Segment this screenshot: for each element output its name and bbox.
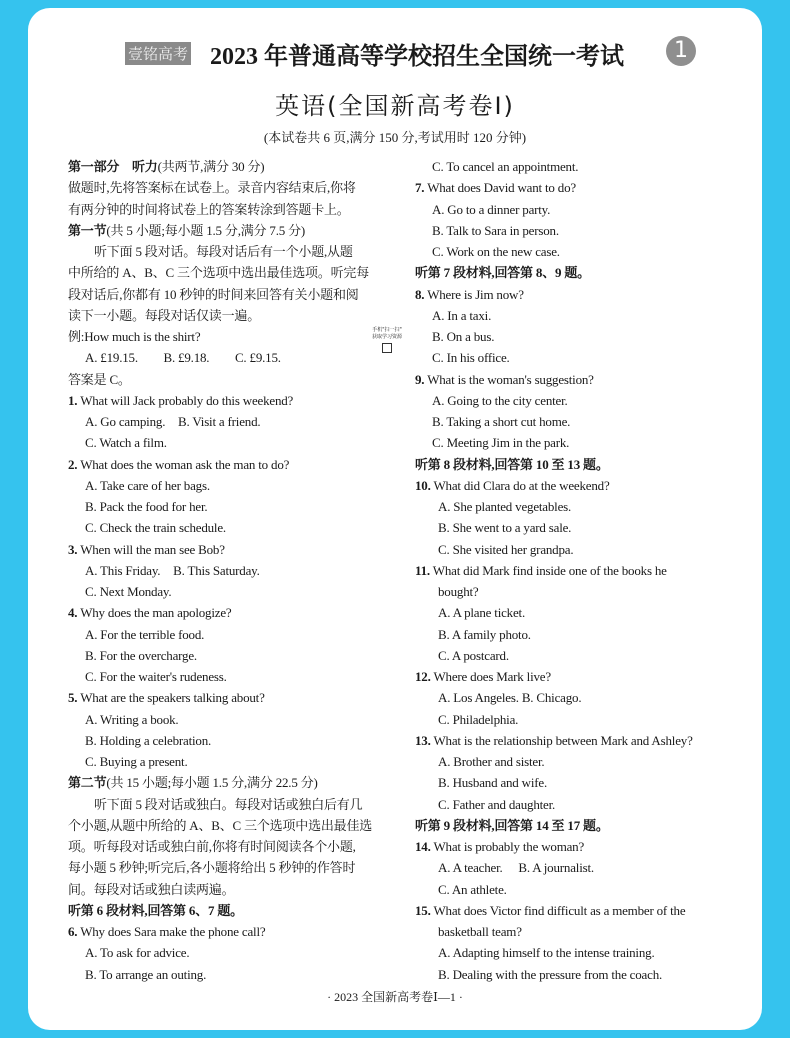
section-heading bbox=[68, 156, 406, 177]
paragraph-line: 每小题 5 秒钟;听完后,各小题将给出 5 秒钟的作答时 bbox=[68, 860, 356, 876]
answer-option: C. To cancel an appointment. bbox=[432, 159, 579, 174]
question bbox=[415, 730, 753, 751]
question bbox=[415, 836, 753, 857]
heading-detail: (共两节,满分 30 分) bbox=[157, 159, 265, 174]
heading-label: 第一部分 听力 bbox=[68, 159, 158, 174]
qr-hint[interactable] bbox=[372, 327, 402, 356]
answer-option: A. This Friday. B. This Saturday. bbox=[85, 562, 260, 578]
answer-option: B. On a bus. bbox=[432, 329, 495, 344]
heading-detail: (共 5 小题;每小题 1.5 分,满分 7.5 分) bbox=[106, 222, 306, 238]
question-number: 5. bbox=[68, 690, 78, 706]
paragraph-line: 中所给的 A、B、C 三个选项中选出最佳选项。听完每 bbox=[68, 265, 370, 281]
question-text: What are the speakers talking about? bbox=[80, 690, 265, 706]
answer-option: C. A postcard. bbox=[438, 647, 509, 663]
question-number: 2. bbox=[68, 456, 78, 472]
question bbox=[415, 900, 753, 921]
question-text: What did Mark find inside one of the books he bbox=[432, 562, 667, 578]
heading-label: 第二节 bbox=[68, 775, 107, 791]
question-continuation: basketball team? bbox=[438, 924, 522, 939]
question-number: 1. bbox=[68, 392, 78, 408]
answer-option: C. Work on the new case. bbox=[432, 244, 560, 259]
answer-option: A. Go to a dinner party. bbox=[432, 201, 551, 217]
answer-option: A. A teacher. B. A journalist. bbox=[438, 860, 594, 876]
question bbox=[68, 602, 406, 623]
question-text: What did Clara do at the weekend? bbox=[433, 477, 610, 493]
answer-option: B. To arrange an outing. bbox=[85, 966, 207, 982]
right-column bbox=[415, 156, 753, 985]
question bbox=[68, 687, 406, 708]
question-continuation: bought? bbox=[438, 584, 479, 599]
answer-option: A. A plane ticket. bbox=[438, 605, 526, 621]
question-number: 11. bbox=[415, 562, 430, 578]
question-number: 6. bbox=[68, 924, 78, 939]
question bbox=[68, 454, 406, 475]
answer-option: C. Check the train schedule. bbox=[85, 520, 226, 536]
question-number: 4. bbox=[68, 605, 78, 621]
answer-option: A. Brother and sister. bbox=[438, 754, 545, 769]
answer-option: C. Next Monday. bbox=[85, 584, 172, 599]
answer-option: B. Husband and wife. bbox=[438, 775, 548, 791]
paragraph-line: 读下一小题。每段对话仅读一遍。 bbox=[68, 307, 261, 323]
question-text: What is the woman's suggestion? bbox=[427, 371, 594, 387]
paragraph-line: 做题时,先将答案标在试卷上。录音内容结束后,你将 bbox=[68, 180, 356, 196]
answer-option: C. Buying a present. bbox=[85, 754, 188, 769]
question-text: Why does the man apologize? bbox=[80, 605, 232, 621]
question-text: Where does Mark live? bbox=[433, 669, 551, 684]
answer-option: C. Watch a film. bbox=[85, 435, 167, 451]
answer-option: B. She went to a yard sale. bbox=[438, 520, 572, 536]
paragraph-line: 听下面 5 段对话。每段对话后有一个小题,从题 bbox=[94, 244, 353, 259]
brand-logo: 壹铭高考 bbox=[125, 42, 191, 65]
left-column bbox=[68, 156, 406, 985]
question-number: 7. bbox=[415, 180, 425, 196]
answer-option: C. Meeting Jim in the park. bbox=[432, 435, 570, 451]
answer-option: C. For the waiter's rudeness. bbox=[85, 669, 227, 684]
section-heading bbox=[68, 772, 406, 793]
paragraph-line: 例:How much is the shirt? bbox=[68, 329, 201, 344]
volume-badge: 1 bbox=[666, 36, 696, 66]
answer-option: C. Father and daughter. bbox=[438, 796, 556, 812]
paragraph-line: 段对话后,你都有 10 秒钟的时间来回答有关小题和阅 bbox=[68, 286, 359, 302]
question bbox=[415, 284, 753, 305]
qr-hint-line1: 手机"扫一扫" bbox=[372, 327, 402, 333]
question bbox=[415, 475, 753, 496]
question bbox=[415, 369, 753, 390]
paragraph-line: 听下面 5 段对话或独白。每段对话或独白后有几 bbox=[94, 796, 363, 812]
answer-option: A. Writing a book. bbox=[85, 711, 179, 727]
answer-option: C. Philadelphia. bbox=[438, 711, 519, 727]
answer-option: C. An athlete. bbox=[438, 881, 507, 897]
qr-hint-line2: 获取学习资源 bbox=[372, 334, 403, 340]
answer-option: B. Pack the food for her. bbox=[85, 499, 208, 514]
heading-label: 听第 9 段材料,回答第 14 至 17 题。 bbox=[415, 817, 609, 833]
question-number: 9. bbox=[415, 371, 425, 387]
exam-title: 2023 年普通高等学校招生全国统一考试 bbox=[210, 44, 624, 70]
answer-option: A. Take care of her bags. bbox=[85, 477, 210, 493]
question-text: Why does Sara make the phone call? bbox=[80, 924, 266, 939]
question-number: 15. bbox=[415, 902, 431, 918]
question-number: 10. bbox=[415, 477, 431, 493]
subject-title: 英语(全国新高考卷Ⅰ) bbox=[275, 92, 515, 120]
question-text: What does David want to do? bbox=[427, 180, 576, 196]
heading-label: 第一节 bbox=[68, 222, 107, 238]
section-heading bbox=[68, 220, 406, 241]
paragraph-line: 间。每段对话或独白读两遍。 bbox=[68, 881, 235, 897]
answer-option: B. For the overcharge. bbox=[85, 647, 197, 663]
question-number: 3. bbox=[68, 541, 78, 557]
answer-option: A. Los Angeles. B. Chicago. bbox=[438, 690, 582, 706]
heading-label: 听第 6 段材料,回答第 6、7 题。 bbox=[68, 902, 243, 918]
answer-option: A. £19.15. B. £9.18. C. £9.15. bbox=[85, 350, 281, 366]
question-text: What will Jack probably do this weekend? bbox=[80, 392, 294, 408]
answer-option: B. A family photo. bbox=[438, 626, 531, 642]
question-number: 14. bbox=[415, 839, 431, 854]
paragraph-line: 个小题,从题中所给的 A、B、C 三个选项中选出最佳选 bbox=[68, 817, 373, 833]
section-heading bbox=[415, 815, 753, 836]
answer-option: B. Taking a short cut home. bbox=[432, 414, 571, 429]
answer-option: A. To ask for advice. bbox=[85, 945, 190, 961]
question-text: What does Victor find difficult as a member of the bbox=[433, 902, 686, 918]
qr-code-icon bbox=[382, 343, 392, 353]
exam-note: (本试卷共 6 页,满分 150 分,考试用时 120 分钟) bbox=[263, 130, 527, 145]
answer-option: B. Dealing with the pressure from the coach. bbox=[438, 966, 663, 982]
question-text: What is probably the woman? bbox=[433, 839, 585, 854]
answer-option: C. She visited her grandpa. bbox=[438, 541, 574, 557]
paragraph-line: 项。听每段对话或独白前,你将有时间阅读各个小题, bbox=[68, 839, 356, 854]
question-text: What is the relationship between Mark and Ashley? bbox=[433, 732, 693, 748]
answer-option: A. In a taxi. bbox=[432, 307, 492, 323]
question-number: 13. bbox=[415, 732, 431, 748]
section-heading bbox=[68, 900, 406, 921]
question bbox=[415, 666, 753, 687]
answer-option: A. Adapting himself to the intense training. bbox=[438, 945, 655, 961]
answer-option: A. Going to the city center. bbox=[432, 392, 568, 408]
heading-label: 听第 8 段材料,回答第 10 至 13 题。 bbox=[415, 456, 609, 472]
answer-option: B. Talk to Sara in person. bbox=[432, 222, 559, 238]
section-heading bbox=[415, 262, 753, 283]
question-text: When will the man see Bob? bbox=[80, 541, 225, 557]
question bbox=[68, 539, 406, 560]
question-number: 12. bbox=[415, 669, 431, 684]
section-heading bbox=[415, 454, 753, 475]
question bbox=[415, 560, 753, 581]
paragraph-line: 有两分钟的时间将试卷上的答案转涂到答题卡上。 bbox=[68, 201, 350, 217]
answer-option: A. Go camping. B. Visit a friend. bbox=[85, 414, 261, 429]
question-text: What does the woman ask the man to do? bbox=[80, 456, 290, 472]
heading-detail: (共 15 小题;每小题 1.5 分,满分 22.5 分) bbox=[106, 775, 318, 791]
heading-label: 听第 7 段材料,回答第 8、9 题。 bbox=[415, 265, 590, 281]
answer-option: B. Holding a celebration. bbox=[85, 732, 212, 748]
question bbox=[68, 390, 406, 411]
answer-option: A. For the terrible food. bbox=[85, 626, 205, 642]
question bbox=[415, 177, 753, 198]
question-text: Where is Jim now? bbox=[427, 286, 524, 302]
question-number: 8. bbox=[415, 286, 425, 302]
paragraph-line: 答案是 C。 bbox=[68, 371, 131, 387]
answer-option: C. In his office. bbox=[432, 350, 510, 366]
answer-option: A. She planted vegetables. bbox=[438, 499, 572, 514]
question bbox=[68, 921, 406, 942]
page-footer: · 2023 全国新高考卷Ⅰ—1 · bbox=[327, 990, 463, 1004]
